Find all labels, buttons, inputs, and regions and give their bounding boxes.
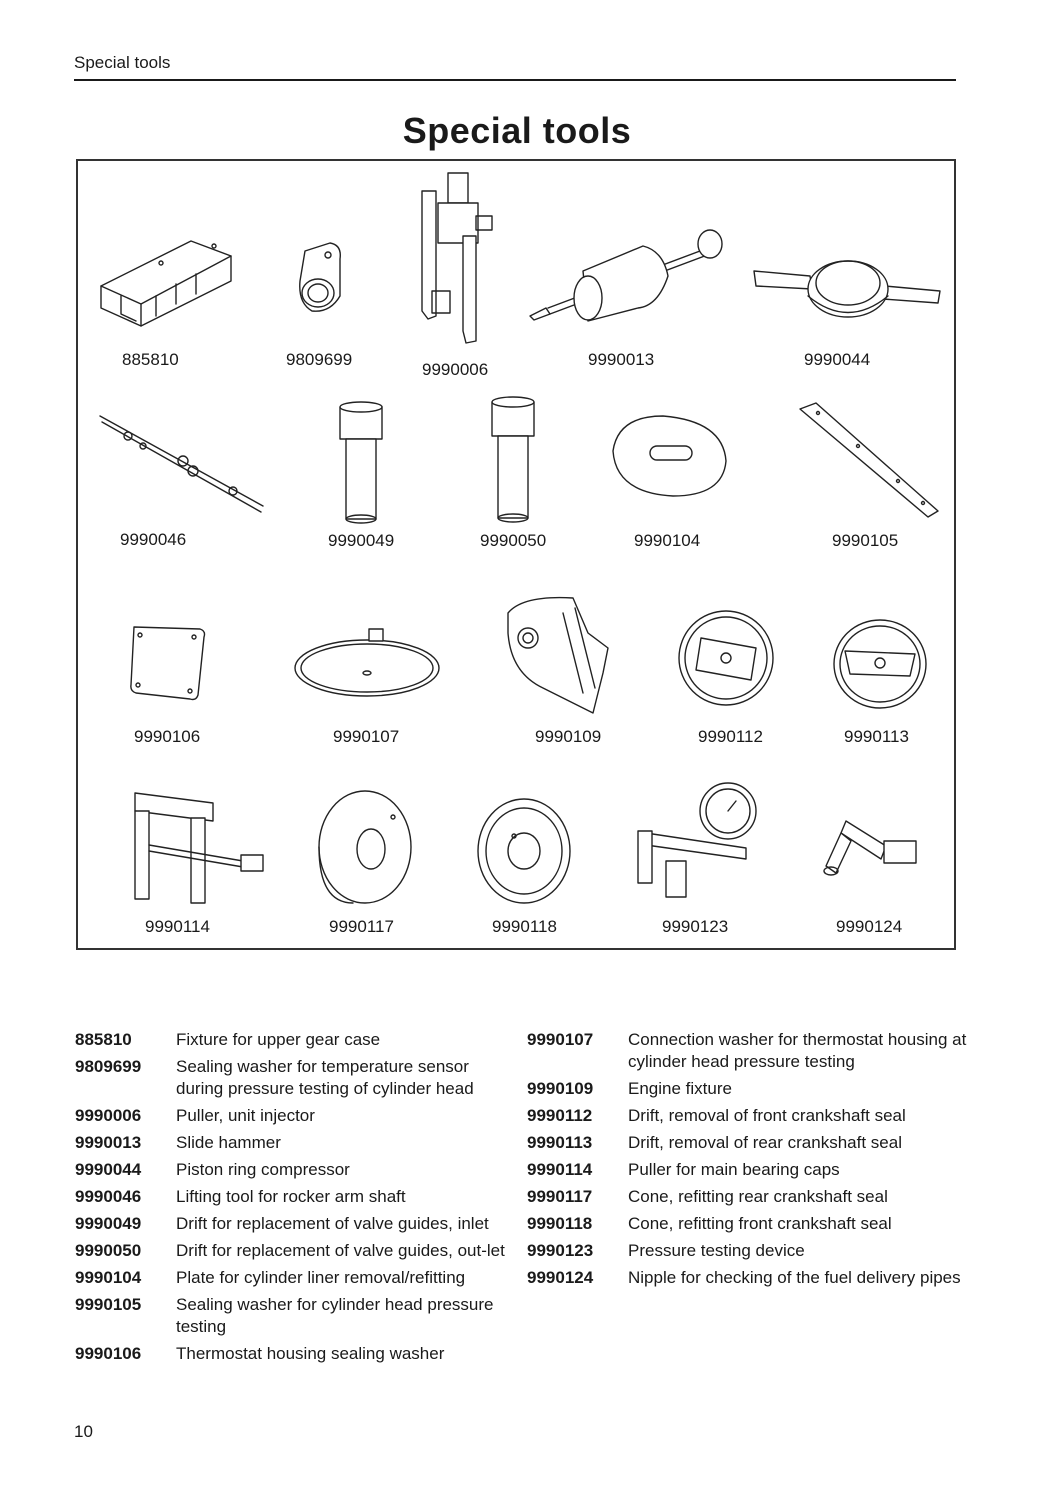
tool-label: 9990124: [836, 917, 903, 936]
legend-row: [75, 1240, 515, 1262]
tool-label: 9990113: [844, 727, 909, 746]
legend-desc: Nipple for checking of the fuel delivery pipes: [628, 1268, 961, 1287]
tool-label: 9990006: [422, 360, 489, 379]
tool-label: 9990046: [120, 530, 187, 549]
rear-cone-illustration: [313, 789, 413, 909]
tool-label: 9990106: [134, 727, 201, 746]
legend-code: 9990113: [527, 1133, 593, 1152]
header-rule: [74, 79, 956, 81]
slide-hammer-illustration: [528, 226, 728, 321]
ring-compressor-illustration: [750, 241, 945, 321]
legend-desc: Sealing washer for temperature sensor during pressure testing of cylinder head: [176, 1057, 474, 1098]
legend-code: 885810: [75, 1030, 132, 1049]
connection-washer-illustration: [293, 623, 443, 703]
tool-label: 9990104: [634, 531, 701, 550]
legend-row: [527, 1105, 967, 1127]
drift-outlet-illustration: [488, 396, 538, 526]
legend-desc: Piston ring compressor: [176, 1160, 350, 1179]
legend-desc: Lifting tool for rocker arm shaft: [176, 1187, 406, 1206]
legend-row: [527, 1159, 967, 1181]
tools-figure: [76, 159, 956, 950]
front-cone-illustration: [474, 796, 574, 906]
legend-row: [527, 1132, 967, 1154]
tool-label: 9809699: [286, 350, 353, 369]
tool-label: 9990114: [145, 917, 210, 936]
running-header: Special tools: [74, 53, 171, 72]
rear-seal-drift-illustration: [830, 616, 930, 711]
tool-label: 9990050: [480, 531, 547, 550]
legend-row: [75, 1029, 515, 1051]
legend-desc: Puller, unit injector: [176, 1106, 315, 1125]
engine-fixture-illustration: [503, 593, 613, 718]
fixture-illustration: [96, 226, 236, 326]
thermostat-washer-illustration: [128, 623, 208, 703]
legend-row: [75, 1186, 515, 1208]
bearing-cap-puller-illustration: [133, 783, 268, 903]
legend-desc: Plate for cylinder liner removal/refitting: [176, 1268, 466, 1287]
legend-row: [75, 1213, 515, 1235]
legend-code: 9990109: [527, 1079, 594, 1098]
page-number: 10: [74, 1422, 93, 1441]
legend-desc: Pressure testing device: [628, 1241, 805, 1260]
nipple-illustration: [816, 811, 921, 891]
drift-inlet-illustration: [336, 401, 386, 526]
legend-row: [527, 1029, 967, 1073]
tool-label: 9990013: [588, 350, 655, 369]
legend-desc: Slide hammer: [176, 1133, 281, 1152]
legend-desc: Sealing washer for cylinder head pressure testing: [176, 1295, 494, 1336]
legend-desc: Drift, removal of front crankshaft seal: [628, 1106, 906, 1125]
legend-row: [75, 1056, 515, 1100]
legend-code: 9990124: [527, 1268, 594, 1287]
lifting-tool-illustration: [98, 406, 268, 516]
tool-label: 9990109: [535, 727, 602, 746]
legend-row: [527, 1267, 967, 1289]
legend-row: [75, 1294, 515, 1338]
pressure-tester-illustration: [636, 773, 756, 903]
tool-label: 9990105: [832, 531, 899, 550]
legend-code: 9990106: [75, 1344, 142, 1363]
legend-row: [75, 1343, 515, 1365]
legend-desc: Thermostat housing sealing washer: [176, 1344, 445, 1363]
legend-desc: Fixture for upper gear case: [176, 1030, 381, 1049]
legend-desc: Drift for replacement of valve guides, inlet: [176, 1214, 489, 1233]
legend-desc: Connection washer for thermostat housing at cylinder head pressure testing: [628, 1030, 967, 1071]
legend-code: 9990044: [75, 1160, 142, 1179]
legend-code: 9990104: [75, 1268, 142, 1287]
legend-code: 9990049: [75, 1214, 142, 1233]
legend-row: [75, 1105, 515, 1127]
sealing-plate-illustration: [798, 401, 943, 521]
legend-left: [75, 1029, 515, 1370]
tool-label: 9990112: [698, 727, 763, 746]
tool-label: 9990123: [662, 917, 729, 936]
legend-row: [527, 1186, 967, 1208]
page-title: Special tools: [402, 110, 632, 151]
legend-row: [527, 1078, 967, 1100]
legend-code: 9990046: [75, 1187, 142, 1206]
legend-desc: Engine fixture: [628, 1079, 732, 1098]
tool-label: 9990117: [329, 917, 394, 936]
legend-row: [75, 1267, 515, 1289]
sealing-washer-illustration: [290, 241, 350, 321]
legend-code: 9990114: [527, 1160, 593, 1179]
legend-row: [527, 1213, 967, 1235]
tool-label: 9990044: [804, 350, 871, 369]
legend-code: 9990006: [75, 1106, 142, 1125]
tool-label: 9990049: [328, 531, 395, 550]
tool-label: 885810: [122, 350, 179, 369]
front-seal-drift-illustration: [676, 608, 776, 708]
legend-code: 9990050: [75, 1241, 142, 1260]
legend-desc: Cone, refitting front crankshaft seal: [628, 1214, 892, 1233]
legend-row: [75, 1159, 515, 1181]
legend-code: 9990118: [527, 1214, 593, 1233]
legend-desc: Drift, removal of rear crankshaft seal: [628, 1133, 902, 1152]
legend-desc: Puller for main bearing caps: [628, 1160, 840, 1179]
legend-desc: Drift for replacement of valve guides, out-let: [176, 1241, 505, 1260]
tool-label: 9990107: [333, 727, 400, 746]
puller-illustration: [418, 171, 498, 346]
legend-desc: Cone, refitting rear crankshaft seal: [628, 1187, 888, 1206]
legend-code: 9990013: [75, 1133, 142, 1152]
legend-code: 9990107: [527, 1030, 594, 1049]
legend-code: 9990123: [527, 1241, 594, 1260]
legend-code: 9990105: [75, 1295, 142, 1314]
legend-code: 9990117: [527, 1187, 593, 1206]
legend-row: [75, 1132, 515, 1154]
tool-label: 9990118: [492, 917, 557, 936]
liner-plate-illustration: [608, 411, 733, 501]
legend-code: 9809699: [75, 1057, 142, 1076]
legend-row: [527, 1240, 967, 1262]
legend-right: [527, 1029, 967, 1294]
legend-code: 9990112: [527, 1106, 593, 1125]
